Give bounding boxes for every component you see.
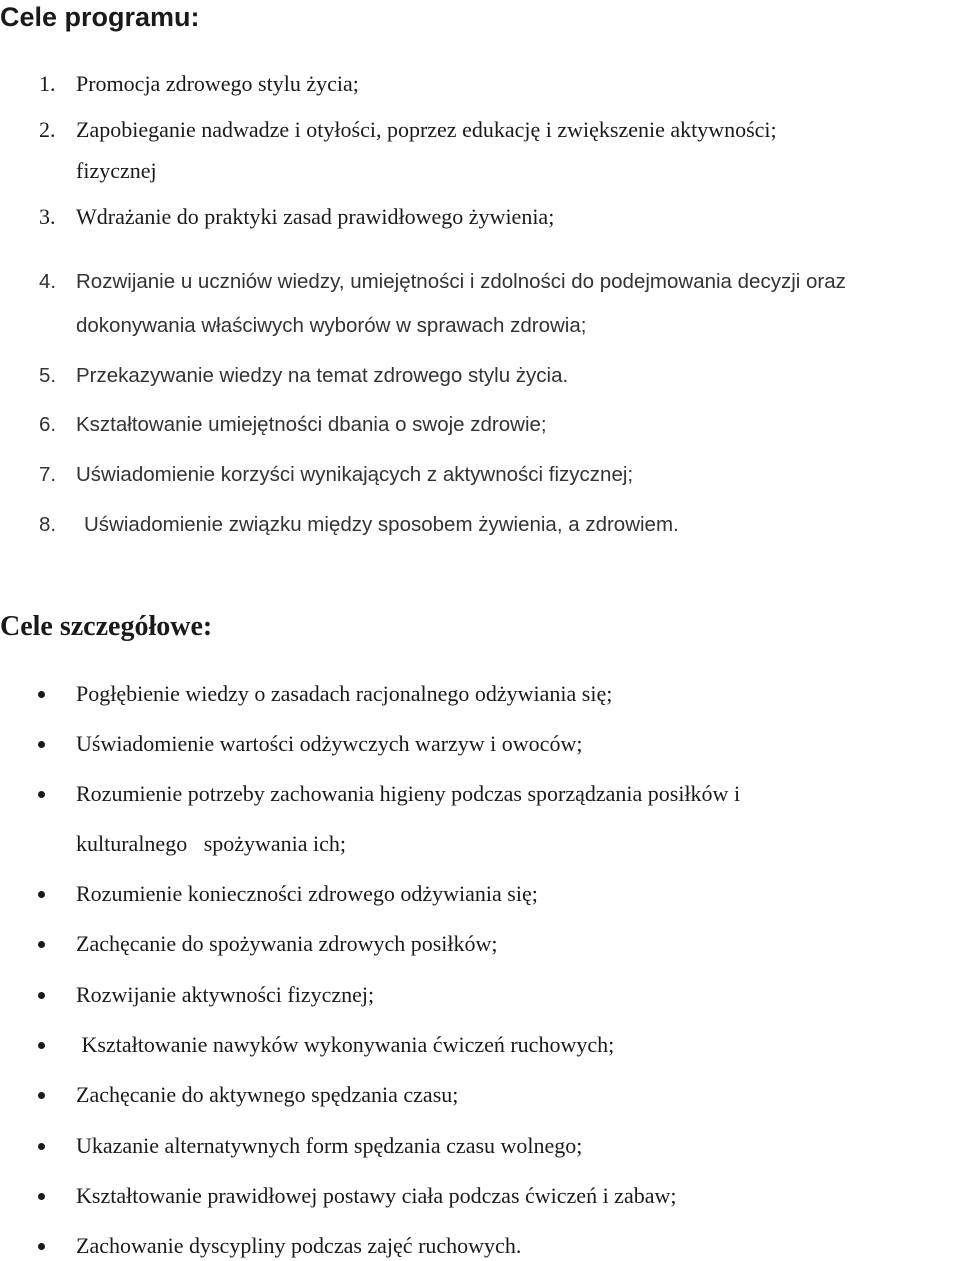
list-item-text: Uświadomienie korzyści wynikających z aktywności fizycznej; [76,463,634,486]
bullet-icon [38,992,45,999]
list-item-number: 6. [39,413,57,436]
bullet-icon [38,1143,45,1150]
list-item-text: Wdrażanie do praktyki zasad prawidłowego żywienia; [76,204,555,229]
list-item-number: 5. [39,364,57,387]
list-item-number: 1. [39,71,56,96]
list-item-text: Ukazanie alternatywnych form spędzania czasu wolnego; [76,1133,583,1158]
list-item-number: 4. [39,270,57,293]
list-item-text: fizycznej [76,158,157,183]
list-item-text: Zachowanie dyscypliny podczas zajęć ruchowych. [76,1233,522,1258]
list-item-text: Rozwijanie u uczniów wiedzy, umiejętności i zdolności do podejmowania decyzji oraz [76,270,846,293]
list-item-text: Zachęcanie do spożywania zdrowych posiłków; [76,931,498,956]
bullet-icon [38,741,45,748]
bullet-icon [38,1193,45,1200]
list-item-number: 8. [39,513,57,536]
bullet-icon [38,941,45,948]
bullet-icon [38,1042,45,1049]
list-item-text: Rozumienie potrzeby zachowania higieny podczas sporządzania posiłków i [76,781,741,806]
list-item-text: Rozumienie konieczności zdrowego odżywiania się; [76,881,538,906]
page-title: Cele programu: [0,2,200,32]
list-item-text: Rozwijanie aktywności fizycznej; [76,982,375,1007]
list-item-number: 2. [39,117,56,142]
bullet-icon [38,1092,45,1099]
list-item-text: kulturalnego spożywania ich; [76,831,347,856]
bullet-icon [38,891,45,898]
list-item-text: Kształtowanie nawyków wykonywania ćwiczeń ruchowych; [76,1032,615,1057]
bullet-icon [38,791,45,798]
list-item-text: Kształtowanie prawidłowej postawy ciała podczas ćwiczeń i zabaw; [76,1183,677,1208]
section-title: Cele szczegółowe: [0,611,213,642]
list-item-number: 7. [39,463,57,486]
bullet-icon [38,691,45,698]
bullet-icon [38,1243,45,1250]
list-item-text: Promocja zdrowego stylu życia; [76,71,359,96]
list-item-text: Uświadomienie związku między sposobem żywienia, a zdrowiem. [84,513,679,536]
list-item-text: Kształtowanie umiejętności dbania o swoje zdrowie; [76,413,547,436]
list-item-text: Zapobieganie nadwadze i otyłości, poprzez edukację i zwiększenie aktywności; [76,117,777,142]
list-item-text: Uświadomienie wartości odżywczych warzyw i owoców; [76,731,583,756]
list-item-text: Pogłębienie wiedzy o zasadach racjonalnego odżywiania się; [76,681,613,706]
list-item-text: dokonywania właściwych wyborów w sprawach zdrowia; [76,314,587,337]
list-item-number: 3. [39,204,56,229]
list-item-text: Zachęcanie do aktywnego spędzania czasu; [76,1082,459,1107]
list-item-text: Przekazywanie wiedzy na temat zdrowego stylu życia. [76,364,569,387]
